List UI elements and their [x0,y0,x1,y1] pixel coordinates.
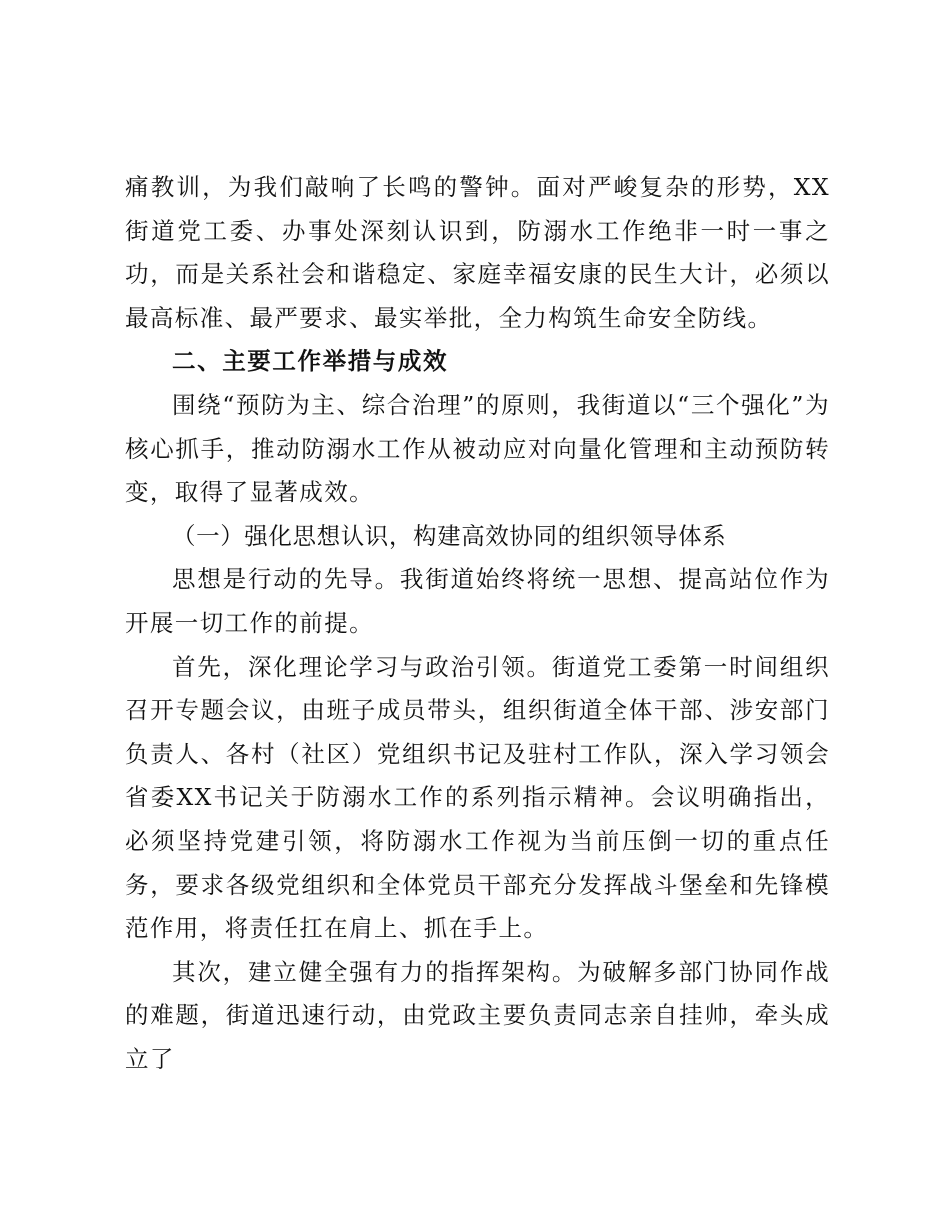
document-body [125,166,830,1081]
paragraph-first-measure: 首先，深化理论学习与政治引领。街道党工委第一时间组织召开专题会议，由班子成员带头，组织街道全体干部、涉安部门负责人、各村（社区）党组织书记及驻村工作队，深入学习领会省委XX书记关于防溺水工作的系列指示精神。会议明确指出，必须坚持党建引领，将防溺水工作视为当前压倒一切的重点任务，要求各级党组织和全体党员干部充分发挥战斗堡垒和先锋模范作用，将责任扛在肩上、抓在手上。 [125,652,830,943]
paragraph-thought: 思想是行动的先导。我街道始终将统一思想、提高站位作为开展一切工作的前提。 [125,565,830,637]
subsection-heading-organization: （一）强化思想认识，构建高效协同的组织领导体系 [172,521,727,550]
paragraph-principles: 围绕“预防为主、综合治理”的原则，我街道以“三个强化”为核心抓手，推动防溺水工作从被动应对向量化管理和主动预防转变，取得了显著成效。 [125,390,830,507]
paragraph-continuation: 痛教训，为我们敲响了长鸣的警钟。面对严峻复杂的形势，XX街道党工委、办事处深刻认识到，防溺水工作绝非一时一事之功，而是关系社会和谐稳定、家庭幸福安康的民生大计，必须以最高标准、最严要求、最实举批，全力构筑生命安全防线。 [125,173,830,332]
paragraph-second-measure: 其次，建立健全强有力的指挥架构。为破解多部门协同作战的难题，街道迅速行动，由党政主要负责同志亲自挂帅，牵头成立了 [125,957,830,1073]
section-heading-main-measures: 二、主要工作举措与成效 [172,347,449,376]
